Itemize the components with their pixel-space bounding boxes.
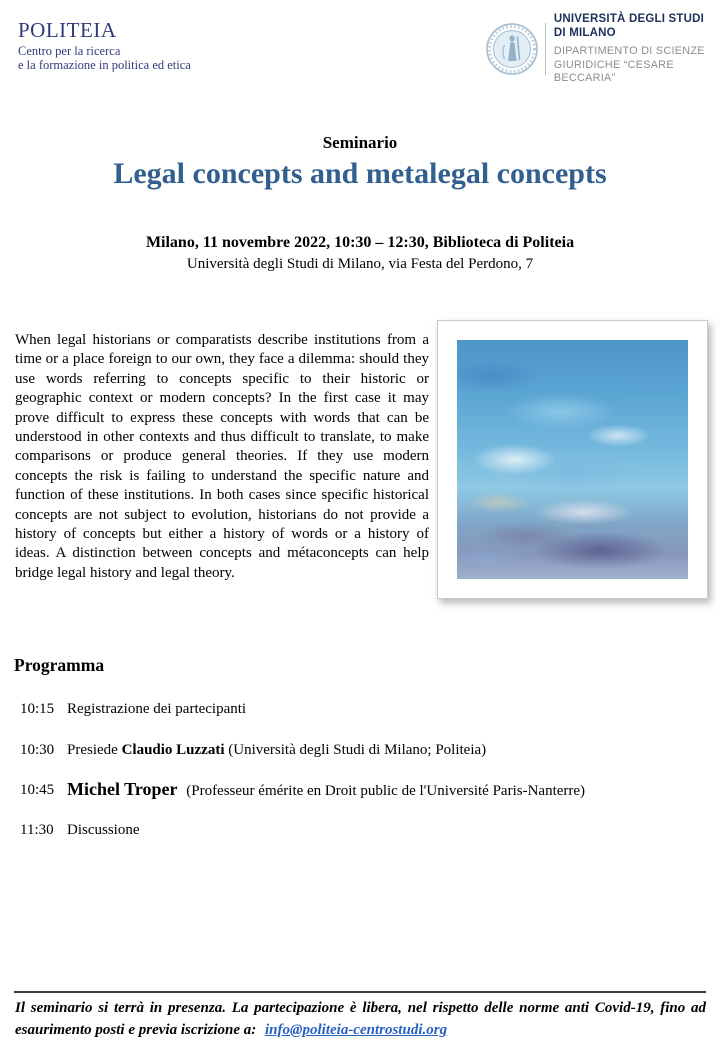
program-text: Discussione	[67, 822, 140, 838]
abstract-blue-painting-image	[457, 340, 688, 579]
program-time: 10:45	[20, 782, 55, 798]
unimi-dept-line2: GIURIDICHE “CESARE BECCARIA”	[553, 58, 674, 85]
program-speaker-name: Claudio Luzzati	[121, 742, 225, 758]
program-speaker-name: Michel Troper	[67, 779, 178, 799]
registration-note	[15, 998, 706, 1041]
program-time: 10:15	[20, 701, 55, 717]
registration-note-text: Il seminario si terrà in presenza. La partecipazione è libera, nel rispetto delle norme anti Covid-19, fino ad esaurimento posti e previa iscrizione a:	[15, 1000, 706, 1038]
artwork-frame	[437, 320, 708, 599]
seminar-kicker: Seminario	[322, 133, 398, 152]
unimi-name-line2: DI MILANO	[553, 27, 616, 40]
politeia-logo	[18, 19, 191, 73]
programma-heading: Programma	[14, 655, 105, 675]
unimi-name-line1: UNIVERSITÀ DEGLI STUDI	[553, 13, 704, 25]
unimi-logo	[486, 12, 720, 86]
program-speaker-affiliation: (Professeur émérite en Droit public de l'Université Paris-Nanterre)	[182, 783, 586, 799]
seminar-address: Università degli Studi di Milano, via Festa del Perdono, 7	[186, 256, 534, 272]
seminar-date-location: Milano, 11 novembre 2022, 10:30 – 12:30, Biblioteca di Politeia	[145, 234, 575, 251]
program-time: 10:30	[20, 742, 55, 758]
program-text: Registrazione dei partecipanti	[67, 701, 247, 717]
abstract-paragraph: When legal historians or comparatists describe institutions from a time or a place foreign to our own, they face a dilemma: should they use words referring to concepts specific to their historic or geographic context or modern concepts? In the first case it may prove difficult to express these concepts with words that can be understood in other contexts and thus difficult to translate, to make comparisons or produce general theories. If they use modern concepts the risk is failing to understand the specific nature and function of these institutions. In both cases since specific historical concepts are not subject to evolution, historians do not provide a history of concepts but either a history of words or a history of ideas. A distinction between concepts and métaconcepts can help bridge legal history and legal theory.	[15, 332, 429, 581]
politeia-logo-name: POLITEIA	[18, 18, 117, 42]
program-speaker-affiliation: (Università degli Studi di Milano; Politeia)	[224, 742, 487, 758]
unimi-minerva-seal-icon	[486, 23, 538, 75]
politeia-subtitle-line2: e la formazione in politica ed etica	[18, 58, 191, 73]
politeia-subtitle-line1: Centro per la ricerca	[18, 44, 121, 59]
footer-divider	[14, 991, 706, 993]
registration-email-link[interactable]: info@politeia-centrostudi.org	[265, 1021, 448, 1038]
unimi-dept-line1: DIPARTIMENTO DI SCIENZE	[553, 45, 705, 58]
program-text: Presiede	[67, 742, 122, 758]
program-time: 11:30	[20, 822, 54, 838]
unimi-logo-divider	[545, 23, 546, 75]
page-title: Legal concepts and metalegal concepts	[113, 157, 607, 190]
